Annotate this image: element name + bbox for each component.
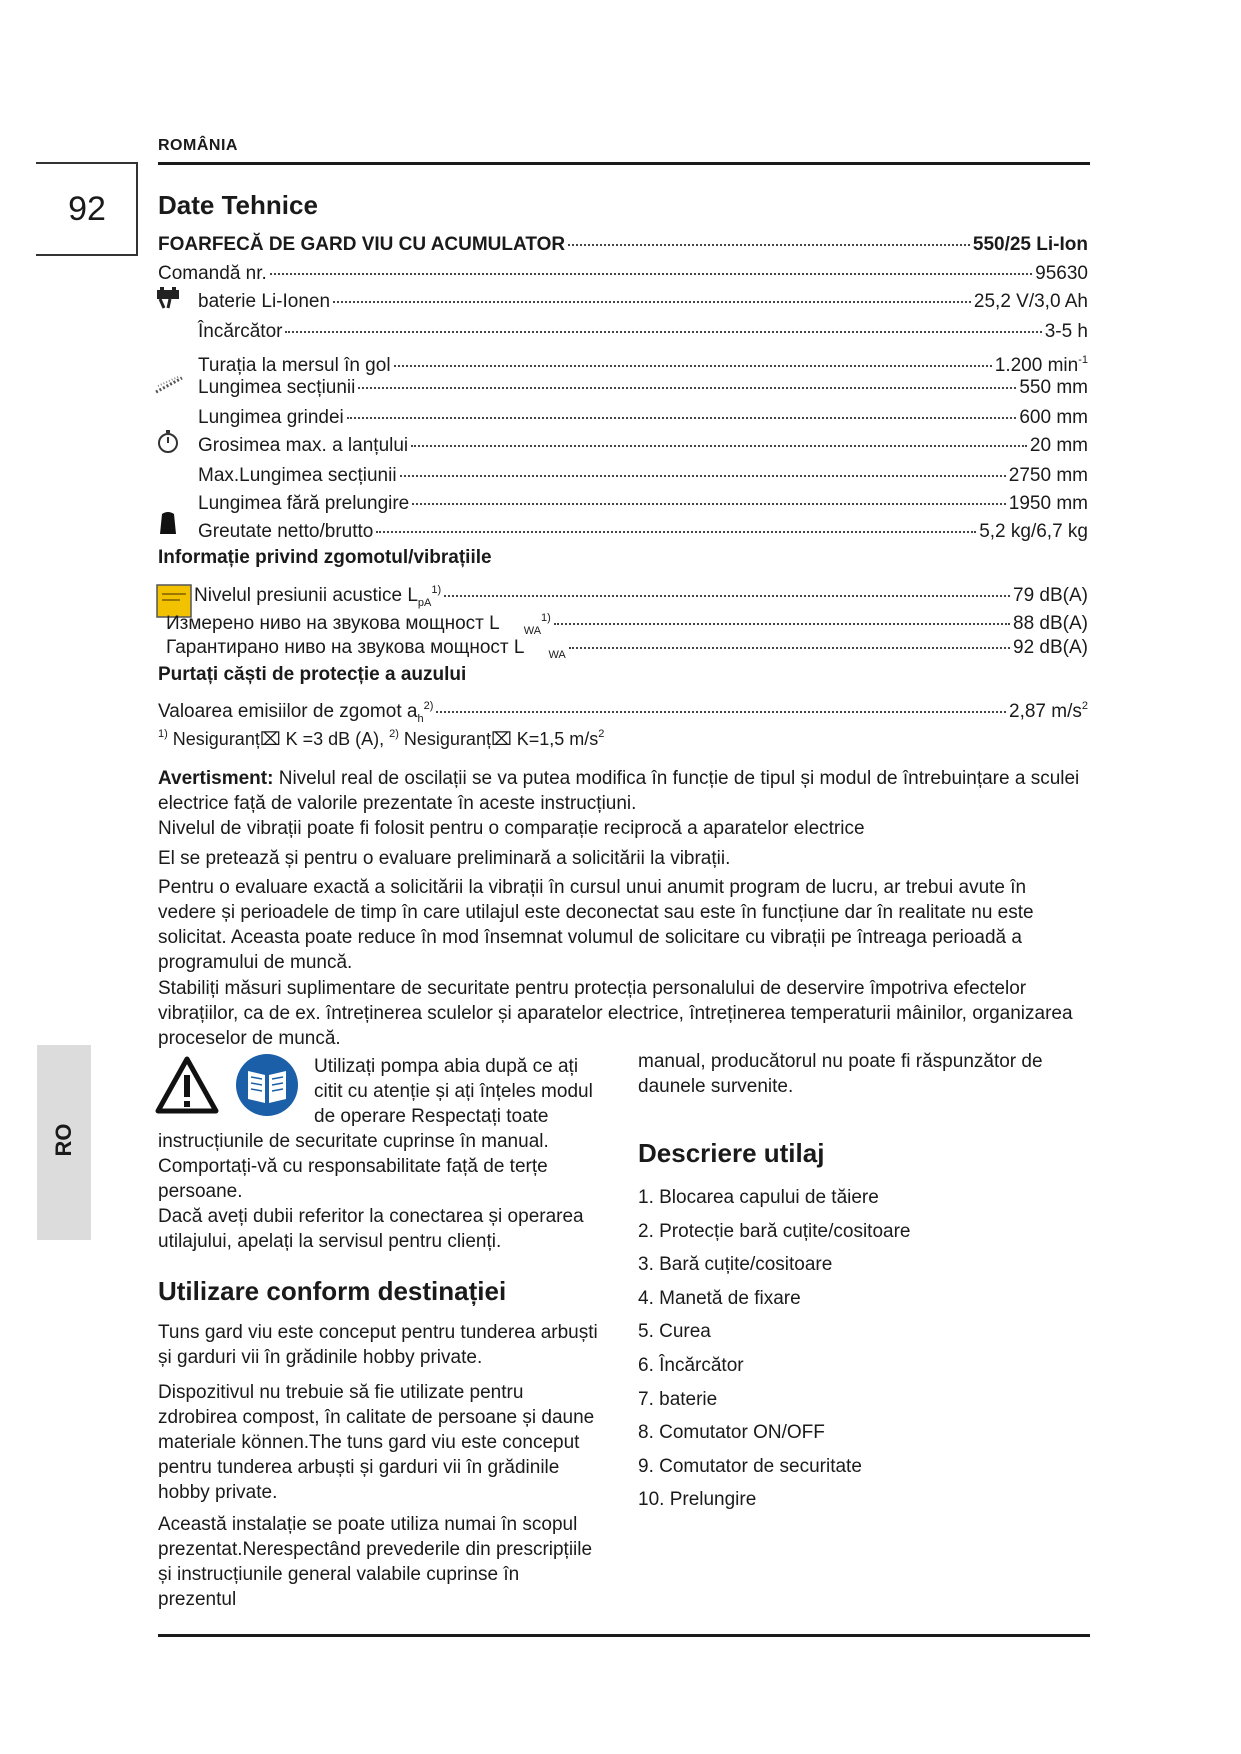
spec-row [158,492,1088,516]
noise-heading: Informație privind zgomotul/vibrațiile [158,547,492,568]
country-label: ROMÂNIA [158,137,238,154]
leader-dots [376,531,976,533]
noise-sup: 1) [431,584,442,596]
noise-value: 79 dB(A) [1013,585,1088,606]
noise-label-text: Nivelul presiunii acustice L [194,585,418,606]
leader-dots [569,647,1010,649]
spec-row [158,320,1088,344]
spec-label: Turația la mersul în gol [198,355,391,376]
leader-dots [285,331,1041,333]
leader-dots [411,445,1027,447]
weight-icon [154,510,184,536]
vibration-sub: h [417,713,424,725]
battery-icon [154,286,184,312]
spec-row [158,348,1088,378]
spec-value [995,348,1088,378]
footnote-text: Nesiguranț⌧ K=1,5 m/s [398,729,599,749]
intended-use-heading: Utilizare conform destinației [158,1276,507,1306]
parts-list [638,1183,910,1519]
list-item: 8. Comutator ON/OFF [638,1422,825,1444]
parts-heading: Descriere utilaj [638,1138,825,1168]
noise-row [158,636,1088,667]
continued-paragraph: manual, producătorul nu poate fi răspunzător de daunele survenite. [638,1051,1043,1097]
spec-row [158,290,1088,314]
leader-dots [568,244,970,246]
leader-dots [394,365,992,367]
spec-row [158,520,1088,544]
leader-dots [412,503,1006,505]
list-item: 5. Curea [638,1321,711,1343]
noise-value: 88 dB(A) [1013,613,1088,634]
noise-value: 92 dB(A) [1013,637,1088,658]
spec-value: 95630 [1035,263,1088,284]
spec-row [158,464,1088,488]
footnote-text: Nesiguranț⌧ K =3 dB (A), [167,729,390,749]
spec-value: 5,2 kg/6,7 kg [979,521,1088,542]
bottom-rule [158,1634,1090,1637]
spec-label: Grosimea max. a lanțului [198,435,409,456]
intended-use-paragraph: Dispozitivul nu trebuie să fie utilizate pentru zdrobirea compost, în calitate de persoane și daune materiale können.The tuns gard viu este conceput pentru tunderea arbuști și garduri vii în grădinile hobby private. [158,1382,595,1503]
intended-use-paragraph: Tuns gard viu este conceput pentru tunderea arbuști și garduri vii în grădinile hobby private. [158,1322,598,1368]
vibration-paragraph: Stabiliți măsuri suplimentare de securitate pentru protecția personalului de deservire împotriva efectelor vibrațiilor, ca de ex. întreținerea sculelor și aparatelor electrice, întreținerea temperaturii mâinilor, organizarea proceselor de muncă. [158,978,1073,1049]
warning-text: Nivelul real de oscilații se va putea modifica în funcție de tipul și modul de întrebuințare a sculei electrice față de valorile prezentate în aceste instrucțiuni. [158,768,1080,814]
noise-sup: 1) [541,612,551,624]
list-item: 4. Manetă de fixare [638,1287,801,1309]
top-rule [158,162,1090,165]
vibration-paragraph: Nivelul de vibrații poate fi folosit pentru o comparație reciprocă a aparatelor electrice [158,818,865,839]
spec-value-sup: -1 [1078,354,1088,366]
spec-value: 1950 mm [1008,493,1088,514]
safety-text: instrucțiunile de securitate cuprinse în manual. Comportați-vă cu responsabilitate față de terțe persoane. [158,1131,549,1202]
noise-label [158,636,566,667]
list-item: 1. Blocarea capului de tăiere [638,1187,879,1208]
spec-label: Lungimea secțiunii [198,377,356,398]
vibration-label-text: Valoarea emisiilor de zgomot a [158,701,418,722]
warning-label: Avertisment: [158,768,274,789]
list-item: 6. Încărcător [638,1354,744,1376]
ear-protection-notice: Purtați căști de protecție a auzului [158,664,467,685]
spec-label: Comandă nr. [158,263,267,284]
vibration-paragraph: Pentru o evaluare exactă a solicitării la vibrații în cursul unui anumit program de lucru, ar trebui avute în vedere și perioadele de timp în care utilajul este deconectat sau este în funcțiune dar în realitate nu este solicitat. Aceasta poate reduce în mod însemnat volumul de solicitare cu vibrații pe întreaga perioadă a programului de muncă. [158,877,1034,973]
spec-row [158,434,1088,458]
spec-value: 3-5 h [1044,321,1088,342]
footnote-sup: 2 [598,728,605,740]
vibration-paragraph: El se pretează și pentru o evaluare preliminară a solicitării la vibrații. [158,848,731,869]
noise-sub: WA [523,625,542,637]
noise-label-text: Измерено ниво на звукова мощност L [166,613,500,634]
intended-use-paragraph: Această instalație se poate utiliza numai în scopul prezentat.Nerespectând prevederile din prescripțiile și instrucțiunile general valabile cuprinse în prezentul [158,1514,593,1610]
list-item: 10. Prelungire [638,1489,757,1511]
vibration-value-text: 2,87 m/s [1009,701,1082,722]
spec-label: baterie Li-Ionen [198,291,331,312]
leader-dots [436,711,1006,713]
spec-label: Încărcător [198,321,283,342]
vibration-sup: 2) [423,700,434,712]
footnote [158,728,604,750]
leader-dots [270,273,1032,275]
spec-label: Greutate netto/brutto [198,521,374,542]
spec-row [158,406,1088,430]
list-item: 2. Protecție bară cuțite/cositoare [638,1220,911,1242]
blade-icon [154,372,184,398]
language-side-tab-label: RO [51,1123,76,1157]
page-number: 92 [68,190,106,228]
warning-paragraph [158,766,1088,816]
leader-dots [333,301,971,303]
vibration-label [158,694,433,731]
vibration-value-sup: 2 [1081,700,1088,712]
noise-label-text: Гарантирано ниво на звукова мощност L [166,637,525,658]
vibration-value [1009,694,1088,724]
spec-label: Lungimea fără prelungire [198,493,410,514]
leader-dots [358,387,1016,389]
footnote-sup: 2) [389,728,399,740]
leader-dots [400,475,1006,477]
spec-row [158,376,1088,400]
leader-dots [554,623,1010,625]
spec-value: 20 mm [1029,435,1088,456]
leader-dots [347,417,1017,419]
spec-label: FOARFECĂ DE GARD VIU CU ACUMULATOR [158,234,566,255]
noise-sub: WA [548,649,566,661]
read-manual-icon [234,1053,300,1117]
footnote-sup: 1) [158,728,168,740]
safety-text: Dacă aveți dubii referitor la conectarea și operarea utilajului, apelați la servisul pentru clienți. [158,1206,584,1252]
spec-label: Max.Lungimea secțiunii [198,465,397,486]
list-item: 9. Comutator de securitate [638,1455,862,1477]
page-title: Date Tehnice [158,190,318,220]
spec-value-text: 1.200 min [994,355,1079,376]
spec-row [158,262,1088,286]
warning-triangle-icon [154,1055,220,1115]
spec-value: 25,2 V/3,0 Ah [973,291,1088,312]
spec-value: 600 mm [1019,407,1088,428]
list-item: 7. baterie [638,1388,718,1410]
safety-icon-text: Utilizați pompa abia după ce ați citit cu atenție și ați înțeles modul de operare Respectați toate [314,1056,593,1127]
spec-label: Lungimea grindei [198,407,344,428]
stopwatch-icon [154,428,184,454]
spec-product-row [158,233,1088,257]
list-item: 3. Bară cuțite/cositoare [638,1254,833,1276]
spec-value: 550/25 Li-Ion [972,234,1088,255]
leader-dots [444,595,1010,597]
spec-value: 2750 mm [1008,465,1088,486]
noise-sub: pA [417,597,432,609]
vibration-row [158,694,1088,731]
spec-value: 550 mm [1019,377,1088,398]
